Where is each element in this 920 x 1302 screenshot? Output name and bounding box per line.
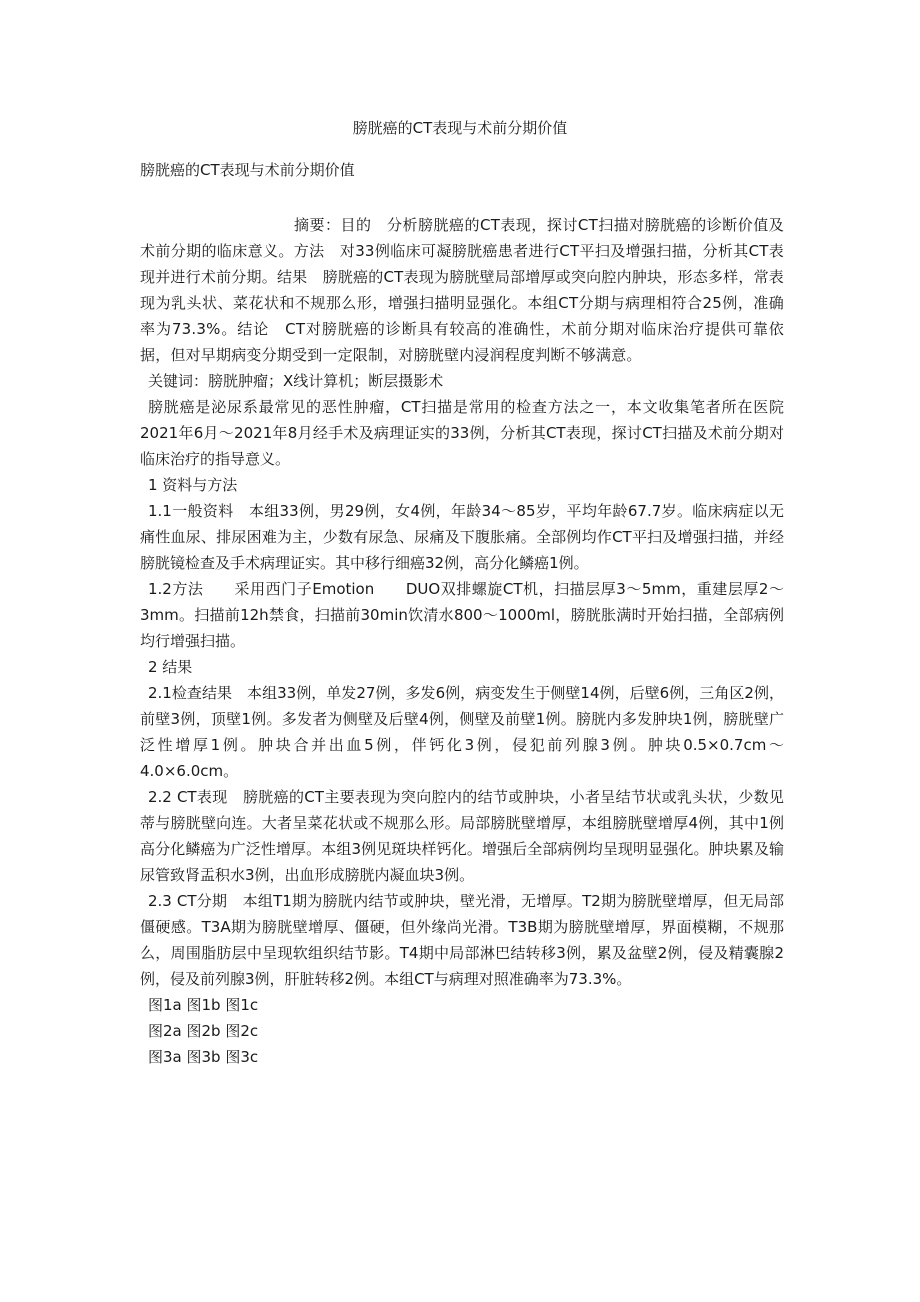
figure-row-2: 图2a 图2b 图2c	[148, 1022, 259, 1040]
document-subtitle: 膀胱癌的CT表现与术前分期价值	[140, 161, 355, 179]
figure-row-1: 图1a 图1b 图1c	[148, 996, 259, 1014]
figure-row-3: 图3a 图3b 图3c	[148, 1048, 259, 1066]
abstract-paragraph: 摘要：目的 分析膀胱癌的CT表现，探讨CT扫描对膀胱癌的诊断价值及术前分期的临床意义。方法 对33例临床可凝膀胱癌患者进行CT平扫及增强扫描，分析其CT表现并进行术前分期。结果 膀胱癌的CT表现为膀胱壁局部增厚或突向腔内肿块，形态多样，常表现为乳头状、菜花状和不规那么形，增强扫描明显强化。本组CT分期与病理相符合25例，准确率为73.3%。结论 CT对膀胱癌的诊断具有较高的准确性，术前分期对临床治疗提供可靠依据，但对早期病变分期受到一定限制，对膀胱壁内浸润程度判断不够满意。	[140, 216, 784, 364]
keywords-paragraph: 关键词：膀胱肿瘤；X线计算机；断层摄影术	[148, 372, 444, 390]
ct-staging-paragraph: 2.3 CT分期 本组T1期为膀胱内结节或肿块，壁光滑，无增厚。T2期为膀胱壁增厚，但无局部僵硬感。T3A期为膀胱壁增厚、僵硬，但外缘尚光滑。T3B期为膀胱壁增厚，界面模糊，不规那么，周围脂肪层中呈现软组织结节影。T4期中局部淋巴结转移3例，累及盆壁2例，侵及精囊腺2例，侵及前列腺3例，肝脏转移2例。本组CT与病理对照准确率为73.3%。	[140, 892, 784, 988]
section-heading-results: 2 结果	[148, 658, 193, 676]
document-title: 膀胱癌的CT表现与术前分期价值	[352, 119, 568, 137]
examination-results-paragraph: 2.1检查结果 本组33例，单发27例，多发6例，病变发生于侧壁14例，后壁6例，三角区2例，前壁3例，顶壁1例。多发者为侧壁及后壁4例，侧壁及前壁1例。膀胱内多发肿块1例，膀胱壁广泛性增厚1例。肿块合并出血5例，伴钙化3例，侵犯前列腺3例。肿块0.5×0.7cm～4.0×6.0cm。	[140, 684, 784, 780]
document-body	[140, 212, 784, 1070]
methods-paragraph: 1.2方法 采用西门子Emotion DUO双排螺旋CT机，扫描层厚3～5mm，重建层厚2～3mm。扫描前12h禁食，扫描前30min饮清水800～1000ml，膀胱胀满时开始扫描，全部病例均行增强扫描。	[140, 580, 784, 650]
section-heading-materials-methods: 1 资料与方法	[148, 476, 238, 494]
ct-findings-paragraph: 2.2 CT表现 膀胱癌的CT主要表现为突向腔内的结节或肿块，小者呈结节状或乳头状，少数见蒂与膀胱壁向连。大者呈菜花状或不规那么形。局部膀胱壁增厚，本组膀胱壁增厚4例，其中1例高分化鳞癌为广泛性增厚。本组3例见斑块样钙化。增强后全部病例均呈现明显强化。肿块累及输尿管致肾盂积水3例，出血形成膀胱内凝血块3例。	[140, 788, 784, 884]
general-data-paragraph: 1.1一般资料 本组33例，男29例，女4例，年龄34～85岁，平均年龄67.7岁。临床病症以无痛性血尿、排尿困难为主，少数有尿急、尿痛及下腹胀痛。全部例均作CT平扫及增强扫描，并经膀胱镜检查及手术病理证实。其中移行细癌32例，高分化鳞癌1例。	[140, 502, 784, 572]
intro-paragraph: 膀胱癌是泌尿系最常见的恶性肿瘤，CT扫描是常用的检查方法之一，本文收集笔者所在医院2021年6月～2021年8月经手术及病理证实的33例，分析其CT表现，探讨CT扫描及术前分期对临床治疗的指导意义。	[140, 398, 784, 468]
